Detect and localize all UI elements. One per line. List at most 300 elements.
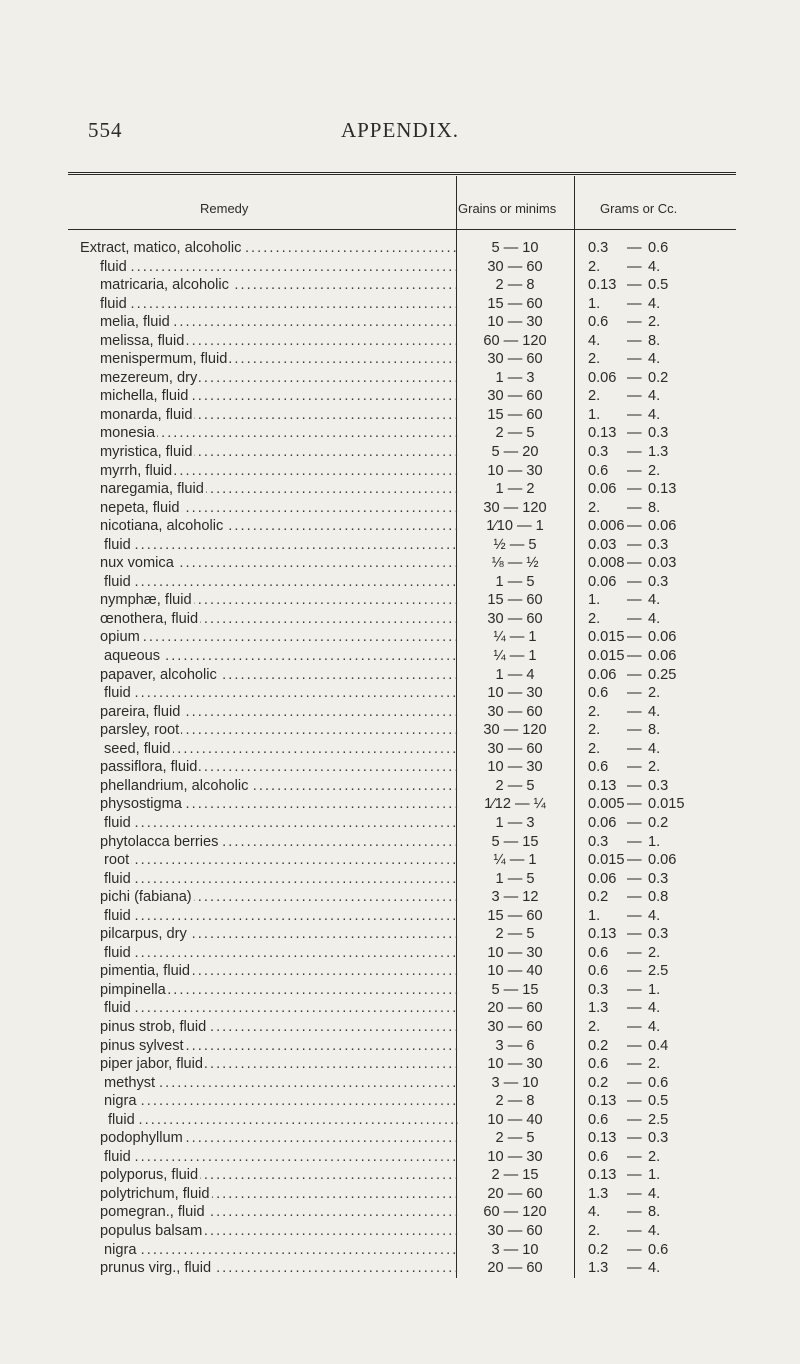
range-dash: —: [627, 351, 642, 368]
remedy-name-text: nigra: [104, 1093, 137, 1110]
remedy-name: [100, 369, 458, 387]
range-dash: —: [627, 852, 642, 869]
remedy-name-text: myrrh, fluid: [100, 462, 173, 479]
grams-from: 0.13: [588, 1167, 617, 1184]
remedy-name-text: pinus sylvest: [100, 1037, 184, 1054]
grams-to: 8.: [648, 722, 661, 739]
grams-to: 0.6: [648, 240, 669, 256]
grains-range: ¼ — 1: [493, 629, 537, 646]
table-row: [0, 851, 800, 870]
grains-range: 3 — 6: [495, 1037, 535, 1054]
remedy-name: [100, 276, 458, 294]
table-row: [0, 1018, 800, 1037]
remedy-name: [104, 907, 458, 925]
remedy-name-text: fluid: [104, 814, 131, 831]
remedy-name-text: fluid: [104, 685, 131, 702]
grains-range: 15 — 60: [487, 406, 543, 423]
table-row: [0, 833, 800, 852]
remedy-name: [100, 833, 458, 851]
remedy-name: [104, 536, 458, 554]
grains-range: 20 — 60: [487, 1185, 543, 1202]
running-title: APPENDIX.: [340, 118, 460, 142]
table-row: [0, 628, 800, 647]
remedy-name: [104, 647, 458, 665]
grams-to: 2.5: [648, 1111, 669, 1128]
grams-to: 8.: [648, 499, 661, 516]
table-row: [0, 424, 800, 443]
remedy-name-text: root: [104, 852, 130, 869]
table-row: [0, 443, 800, 462]
table-row: [0, 721, 800, 740]
grams-to: 4.: [648, 1000, 661, 1017]
grams-from: 0.2: [588, 889, 609, 906]
remedy-name: [104, 1074, 458, 1092]
grams-to: 0.5: [648, 277, 669, 294]
grains-range: 30 — 60: [487, 1018, 543, 1035]
grams-to: 4.: [648, 388, 661, 405]
table-row: [0, 1129, 800, 1148]
range-dash: —: [627, 648, 642, 665]
grains-range: ¼ — 1: [493, 852, 537, 869]
grains-range: 15 — 60: [487, 592, 543, 609]
grams-from: 0.06: [588, 369, 617, 386]
range-dash: —: [627, 833, 642, 850]
grams-from: 0.3: [588, 981, 609, 998]
grams-to: 8.: [648, 332, 661, 349]
table-row: [0, 332, 800, 351]
grams-from: 0.13: [588, 277, 617, 294]
grains-range: 30 — 60: [487, 388, 543, 405]
grains-range: 10 — 30: [487, 1148, 543, 1165]
table-row: [0, 795, 800, 814]
grains-range: 30 — 60: [487, 258, 543, 275]
grams-from: 0.6: [588, 1111, 609, 1128]
grams-to: 1.: [648, 981, 661, 998]
remedy-name-text: opium: [100, 629, 140, 646]
grams-to: 2.5: [648, 963, 669, 980]
table-row: [0, 944, 800, 963]
range-dash: —: [627, 685, 642, 702]
remedy-name-text: pimentia, fluid: [100, 963, 191, 980]
remedy-name: [100, 295, 458, 313]
grams-to: 0.06: [648, 518, 677, 535]
remedy-name-text: œnothera, fluid: [100, 610, 199, 627]
table-row: [0, 610, 800, 629]
grams-from: 0.2: [588, 1074, 609, 1091]
table-row: [0, 1203, 800, 1222]
range-dash: —: [627, 258, 642, 275]
range-dash: —: [627, 425, 642, 442]
remedy-name: [100, 480, 458, 498]
table-row: [0, 1166, 800, 1185]
grams-to: 0.06: [648, 648, 677, 665]
remedy-name-text: fluid: [108, 1111, 135, 1128]
grams-to: 4.: [648, 1222, 661, 1239]
grains-range: 30 — 60: [487, 740, 543, 757]
range-dash: —: [627, 907, 642, 924]
grains-range: 5 — 15: [491, 981, 539, 998]
table-row: [0, 1037, 800, 1056]
grams-to: 0.3: [648, 926, 669, 943]
page-header: [0, 118, 800, 148]
remedy-name: [100, 424, 458, 442]
range-dash: —: [627, 462, 642, 479]
range-dash: —: [627, 1167, 642, 1184]
remedy-name-text: nicotiana, alcoholic: [100, 518, 224, 535]
table-row: [0, 1092, 800, 1111]
grains-range: ½ — 5: [493, 536, 537, 553]
table-row: [0, 573, 800, 592]
grams-from: 0.06: [588, 666, 617, 683]
remedy-name: [100, 1259, 458, 1277]
grams-from: 0.13: [588, 1093, 617, 1110]
grams-to: 0.8: [648, 889, 669, 906]
remedy-name-text: fluid: [104, 1000, 131, 1017]
range-dash: —: [627, 981, 642, 998]
table-row: [0, 999, 800, 1018]
grams-to: 8.: [648, 1204, 661, 1221]
grams-from: 0.6: [588, 963, 609, 980]
remedy-name: [100, 387, 458, 405]
grams-from: 0.2: [588, 1241, 609, 1258]
range-dash: —: [627, 666, 642, 683]
grams-to: 0.13: [648, 481, 677, 498]
grams-to: 0.6: [648, 1074, 669, 1091]
remedy-name: [100, 313, 458, 331]
table-row: [0, 406, 800, 425]
grains-range: 3 — 12: [491, 889, 539, 906]
grams-to: 0.3: [648, 536, 669, 553]
grains-range: 15 — 60: [487, 907, 543, 924]
grams-to: 4.: [648, 740, 661, 757]
top-rule: [68, 172, 736, 173]
column-header-grains: Grains or minims: [458, 201, 557, 216]
remedy-name: [104, 740, 458, 758]
table-row: [0, 1148, 800, 1167]
grains-range: 10 — 30: [487, 1056, 543, 1073]
remedy-name-text: methyst: [104, 1074, 156, 1091]
range-dash: —: [627, 777, 642, 794]
remedy-name-text: nigra: [104, 1241, 137, 1258]
table-row: [0, 1185, 800, 1204]
grams-from: 0.13: [588, 777, 617, 794]
grams-from: 0.6: [588, 1056, 609, 1073]
range-dash: —: [627, 796, 642, 813]
grains-range: 10 — 30: [487, 944, 543, 961]
remedy-name-text: michella, fluid: [100, 388, 189, 405]
table-row: [0, 647, 800, 666]
remedy-name-text: fluid: [100, 258, 127, 275]
grams-from: 2.: [588, 388, 601, 405]
header-rule: [68, 229, 736, 230]
grams-from: 1.3: [588, 1185, 609, 1202]
table-row: [0, 814, 800, 833]
range-dash: —: [627, 870, 642, 887]
grams-from: 0.13: [588, 1130, 617, 1147]
remedy-name: [104, 814, 458, 832]
remedy-name-text: monarda, fluid: [100, 406, 193, 423]
grains-range: 30 — 120: [483, 722, 547, 739]
range-dash: —: [627, 759, 642, 776]
grams-to: 0.3: [648, 777, 669, 794]
table-row: [0, 1259, 800, 1278]
range-dash: —: [627, 629, 642, 646]
grams-from: 2.: [588, 351, 601, 368]
grains-range: 1 — 3: [495, 814, 535, 831]
grams-from: 1.: [588, 592, 601, 609]
remedy-name: [104, 1092, 458, 1110]
range-dash: —: [627, 926, 642, 943]
remedy-name-text: fluid: [104, 1148, 131, 1165]
remedy-name: [100, 406, 458, 424]
table-row: [0, 554, 800, 573]
remedy-name: [100, 981, 458, 999]
grains-range: 1 — 2: [495, 481, 535, 498]
range-dash: —: [627, 555, 642, 572]
remedy-name-text: physostigma: [100, 796, 182, 813]
remedy-name-text: melissa, fluid: [100, 332, 185, 349]
table-row: [0, 1222, 800, 1241]
grains-range: 2 — 5: [495, 425, 535, 442]
grams-to: 4.: [648, 1260, 661, 1277]
grains-range: 1 — 3: [495, 369, 535, 386]
range-dash: —: [627, 332, 642, 349]
range-dash: —: [627, 536, 642, 553]
remedy-name-text: nepeta, fluid: [100, 499, 180, 516]
grains-range: 15 — 60: [487, 295, 543, 312]
range-dash: —: [627, 889, 642, 906]
grams-from: 0.3: [588, 444, 609, 461]
remedy-name-text: matricaria, alcoholic: [100, 277, 229, 294]
grains-range: 30 — 120: [483, 499, 547, 516]
grams-from: 1.: [588, 907, 601, 924]
grams-from: 0.13: [588, 425, 617, 442]
remedy-name: [104, 944, 458, 962]
grains-range: 60 — 120: [483, 332, 547, 349]
grams-to: 4.: [648, 1185, 661, 1202]
range-dash: —: [627, 369, 642, 386]
grains-range: 2 — 5: [495, 1130, 535, 1147]
grams-from: 2.: [588, 1222, 601, 1239]
range-dash: —: [627, 314, 642, 331]
range-dash: —: [627, 1093, 642, 1110]
range-dash: —: [627, 740, 642, 757]
grains-range: 1 — 4: [495, 666, 535, 683]
range-dash: —: [627, 573, 642, 590]
grains-range: 10 — 30: [487, 462, 543, 479]
remedy-name-text: parsley, root: [100, 722, 180, 739]
range-dash: —: [627, 1074, 642, 1091]
range-dash: —: [627, 1260, 642, 1277]
grains-range: 10 — 30: [487, 314, 543, 331]
grams-to: 0.4: [648, 1037, 669, 1054]
grams-to: 0.3: [648, 425, 669, 442]
grams-from: 1.3: [588, 1260, 609, 1277]
grams-from: 0.13: [588, 926, 617, 943]
range-dash: —: [627, 240, 642, 256]
grams-from: 0.6: [588, 1148, 609, 1165]
range-dash: —: [627, 814, 642, 831]
grains-range: 2 — 8: [495, 1093, 535, 1110]
grams-to: 0.03: [648, 555, 677, 572]
grams-to: 2.: [648, 1148, 661, 1165]
remedy-name-text: fluid: [104, 944, 131, 961]
remedy-name: [100, 888, 458, 906]
remedy-name: [100, 1222, 458, 1240]
grains-range: 5 — 10: [491, 240, 539, 256]
range-dash: —: [627, 1204, 642, 1221]
remedy-name: [100, 925, 458, 943]
grams-from: 0.06: [588, 814, 617, 831]
grams-to: 1.: [648, 1167, 661, 1184]
remedy-name-text: fluid: [104, 907, 131, 924]
remedy-name: [100, 517, 458, 535]
remedy-name-text: aqueous: [104, 648, 160, 665]
grains-range: 20 — 60: [487, 1260, 543, 1277]
grams-to: 4.: [648, 610, 661, 627]
remedy-name-text: populus balsam: [100, 1222, 203, 1239]
remedy-name-text: polytrichum, fluid: [100, 1185, 210, 1202]
grains-range: 1⁄12 — ¼: [484, 796, 546, 813]
table-row: [0, 1055, 800, 1074]
remedy-name-text: papaver, alcoholic: [100, 666, 217, 683]
grains-range: 2 — 5: [495, 926, 535, 943]
remedy-name-text: nux vomica: [100, 555, 174, 572]
grains-range: 60 — 120: [483, 1204, 547, 1221]
grams-from: 2.: [588, 740, 601, 757]
remedy-name-text: fluid: [100, 295, 127, 312]
range-dash: —: [627, 1056, 642, 1073]
range-dash: —: [627, 1130, 642, 1147]
remedy-name-text: phytolacca berries: [100, 833, 219, 850]
grams-from: 0.3: [588, 240, 609, 256]
range-dash: —: [627, 481, 642, 498]
range-dash: —: [627, 610, 642, 627]
range-dash: —: [627, 277, 642, 294]
remedy-name-text: myristica, fluid: [100, 444, 193, 461]
range-dash: —: [627, 944, 642, 961]
grains-range: 10 — 30: [487, 685, 543, 702]
grams-from: 0.6: [588, 462, 609, 479]
grams-to: 1.3: [648, 444, 669, 461]
grains-range: ⅛ — ½: [491, 555, 539, 572]
remedy-name-text: mezereum, dry: [100, 369, 198, 386]
remedy-name-text: phellandrium, alcoholic: [100, 777, 249, 794]
remedy-name: [104, 870, 458, 888]
grams-from: 0.015: [588, 648, 625, 665]
grams-from: 2.: [588, 258, 601, 275]
grains-range: 5 — 15: [491, 833, 539, 850]
table-row: [0, 499, 800, 518]
grams-from: 1.3: [588, 1000, 609, 1017]
range-dash: —: [627, 388, 642, 405]
remedy-name: [100, 1166, 458, 1184]
grams-from: 0.2: [588, 1037, 609, 1054]
remedy-name-text: pinus strob, fluid: [100, 1018, 207, 1035]
remedy-name-text: monesia: [100, 425, 156, 442]
remedy-name: [100, 332, 458, 350]
table-row: [0, 258, 800, 277]
range-dash: —: [627, 1111, 642, 1128]
table-row: [0, 981, 800, 1000]
remedy-name: [100, 962, 458, 980]
range-dash: —: [627, 444, 642, 461]
remedy-name: [100, 628, 458, 646]
table-row: [0, 1241, 800, 1260]
table-row: [0, 925, 800, 944]
table-row: [0, 480, 800, 499]
table-row: [0, 1074, 800, 1093]
remedy-name: [104, 573, 458, 591]
remedy-name: [100, 1203, 458, 1221]
table-row: [0, 536, 800, 555]
remedy-name-text: fluid: [104, 536, 131, 553]
grams-to: 0.015: [648, 796, 685, 813]
grams-from: 0.3: [588, 833, 609, 850]
remedy-name-text: prunus virg., fluid: [100, 1260, 212, 1277]
table-row: [0, 758, 800, 777]
remedy-name: [100, 1037, 458, 1055]
grams-to: 2.: [648, 1056, 661, 1073]
table-row: [0, 350, 800, 369]
range-dash: —: [627, 295, 642, 312]
table-row: [0, 777, 800, 796]
table-row: [0, 962, 800, 981]
table-row: [0, 870, 800, 889]
grams-from: 0.6: [588, 314, 609, 331]
range-dash: —: [627, 518, 642, 535]
remedy-name-text: pomegran., fluid: [100, 1204, 205, 1221]
remedy-name: [100, 258, 458, 276]
grains-range: 3 — 10: [491, 1241, 539, 1258]
remedy-name-text: melia, fluid: [100, 314, 170, 331]
table-row: [0, 703, 800, 722]
remedy-name: [100, 777, 458, 795]
range-dash: —: [627, 1037, 642, 1054]
grams-from: 0.015: [588, 852, 625, 869]
remedy-name: [100, 1018, 458, 1036]
grams-from: 0.06: [588, 870, 617, 887]
remedy-name: [100, 721, 458, 739]
grams-to: 0.3: [648, 1130, 669, 1147]
table-row: [0, 517, 800, 536]
grams-to: 2.: [648, 462, 661, 479]
remedy-name: [100, 462, 458, 480]
remedy-name: [100, 591, 458, 609]
remedy-name: [100, 1129, 458, 1147]
grams-from: 0.6: [588, 759, 609, 776]
grains-range: 10 — 40: [487, 963, 543, 980]
grains-range: ¼ — 1: [493, 648, 537, 665]
grams-from: 0.03: [588, 536, 617, 553]
grams-from: 0.06: [588, 481, 617, 498]
remedy-name: [100, 1055, 458, 1073]
grams-to: 2.: [648, 759, 661, 776]
grams-to: 2.: [648, 314, 661, 331]
remedy-name-text: fluid: [104, 870, 131, 887]
grains-range: 3 — 10: [491, 1074, 539, 1091]
table-row: [0, 462, 800, 481]
table-row: [0, 276, 800, 295]
grams-to: 0.3: [648, 870, 669, 887]
remedy-name-text: pareira, fluid: [100, 703, 181, 720]
grains-range: 1⁄10 — 1: [486, 518, 544, 535]
grains-range: 30 — 60: [487, 703, 543, 720]
grams-from: 1.: [588, 295, 601, 312]
grains-range: 5 — 20: [491, 444, 539, 461]
table-row: [0, 591, 800, 610]
top-rule-2: [68, 174, 736, 175]
